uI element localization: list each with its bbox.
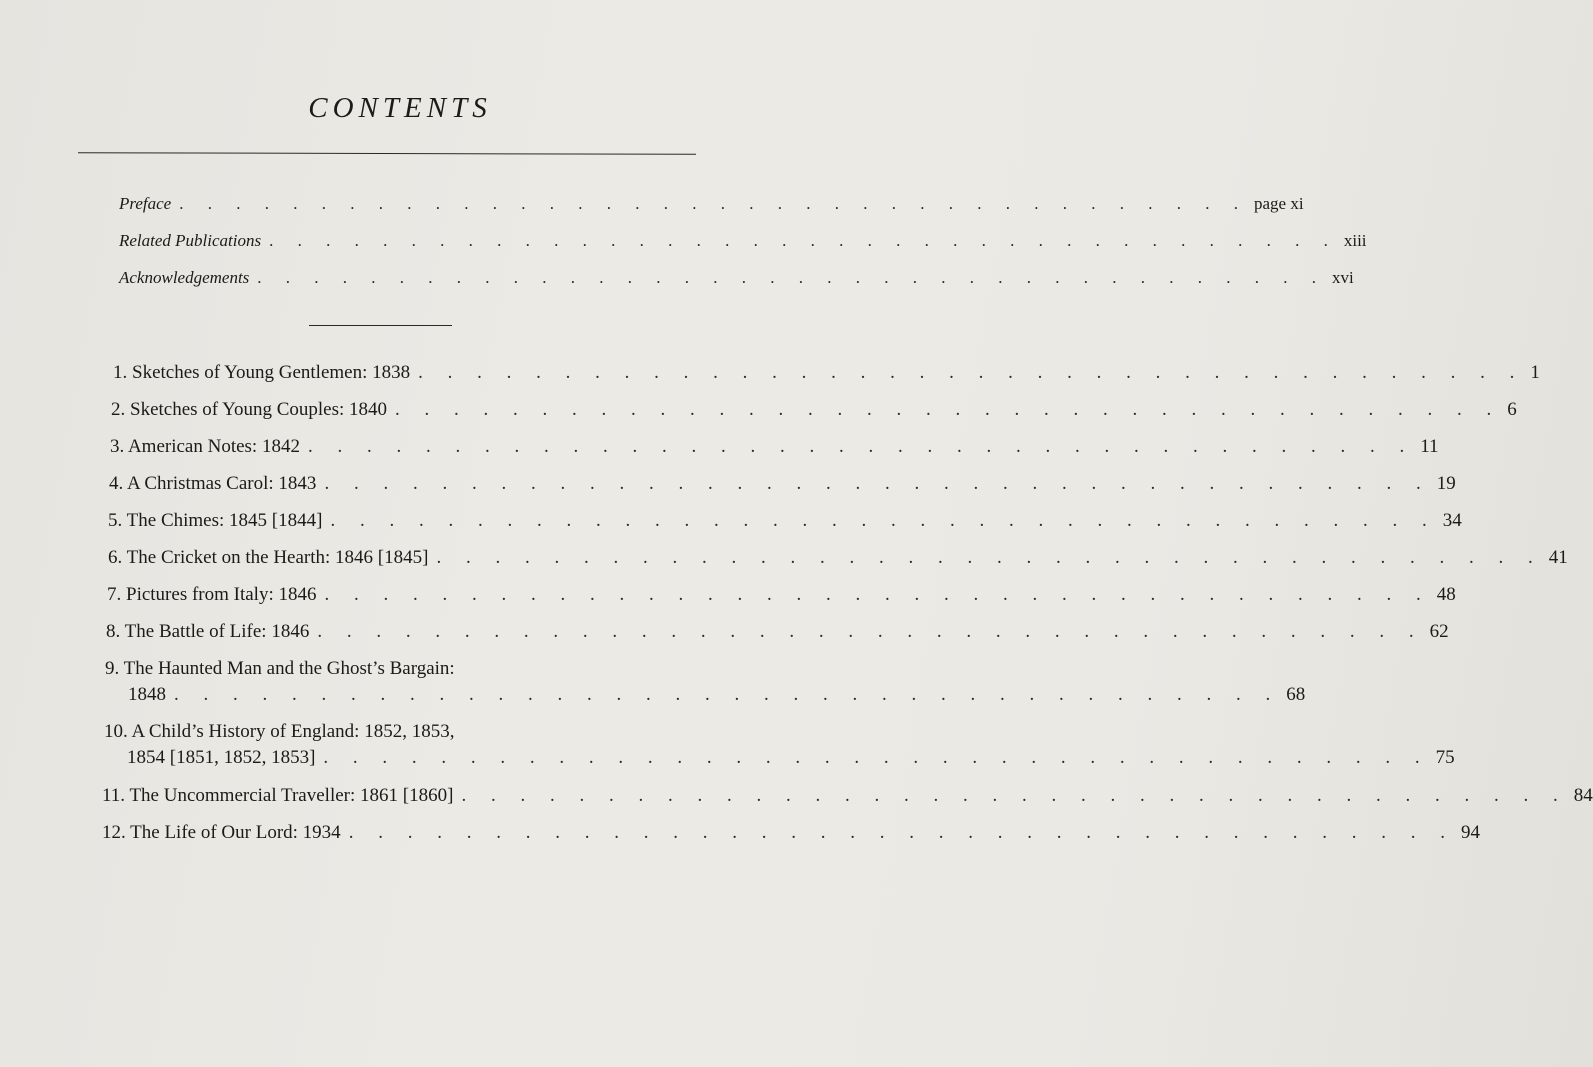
entry-page: 75 xyxy=(1435,747,1455,768)
entry-page: 34 xyxy=(1442,510,1462,531)
dot-leader: . . . . . . . . . . . . . . . . . . . . . . . . . . . . . . . . . . . . . . xyxy=(317,621,1424,642)
entry-title: Related Publications xyxy=(119,231,262,250)
entry-title: 11. The Uncommercial Traveller: 1861 [1860] xyxy=(102,785,454,806)
dot-leader: . . . . . . . . . . . . . . . . . . . . . . . . . . . . . . . . . . . . . . xyxy=(418,362,1525,383)
title-rule xyxy=(78,152,696,155)
entry-title-continued: 1854 [1851, 1852, 1853] xyxy=(127,747,316,768)
chapter-entry xyxy=(102,785,1593,807)
chapter-entry xyxy=(113,362,1540,384)
entry-title: 4. A Christmas Carol: 1843 xyxy=(109,473,317,494)
entry-page: 6 xyxy=(1507,399,1517,420)
entry-page: 94 xyxy=(1460,822,1480,843)
dot-leader: . . . . . . . . . . . . . . . . . . . . . . . . . . . . . . . . . . . . . . xyxy=(174,684,1281,705)
entry-page: 84 xyxy=(1573,785,1593,806)
entry-page: xvi xyxy=(1332,268,1354,287)
entry-title: 7. Pictures from Italy: 1846 xyxy=(107,584,317,605)
entry-page: 1 xyxy=(1530,362,1540,383)
front-matter-entry xyxy=(119,268,1354,288)
entry-page: xiii xyxy=(1343,231,1367,250)
dot-leader: . . . . . . . . . . . . . . . . . . . . . . . . . . . . . . . . . . . . . . xyxy=(323,747,1430,768)
dot-leader: . . . . . . . . . . . . . . . . . . . . . . . . . . . . . . . . . . . . . . xyxy=(179,194,1248,213)
section-divider xyxy=(309,325,452,326)
chapter-entry xyxy=(110,436,1439,458)
dot-leader: . . . . . . . . . . . . . . . . . . . . . . . . . . . . . . . . . . . . . . xyxy=(348,822,1455,843)
entry-title: 12. The Life of Our Lord: 1934 xyxy=(102,822,341,843)
chapter-entry xyxy=(102,822,1480,844)
entry-title-continued: 1848 xyxy=(128,684,166,705)
dot-leader: . . . . . . . . . . . . . . . . . . . . . . . . . . . . . . . . . . . . . . xyxy=(307,436,1415,457)
front-matter-entry xyxy=(119,231,1367,251)
entry-title: 6. The Cricket on the Hearth: 1846 [1845] xyxy=(108,547,429,568)
page-title: CONTENTS xyxy=(308,92,492,124)
chapter-entry xyxy=(108,510,1462,532)
dot-leader: . . . . . . . . . . . . . . . . . . . . . . . . . . . . . . . . . . . . . . xyxy=(257,268,1327,287)
entry-title: Acknowledgements xyxy=(119,268,250,287)
entry-title: 1. Sketches of Young Gentlemen: 1838 xyxy=(113,362,411,383)
entry-page: 48 xyxy=(1436,584,1456,605)
chapter-entry xyxy=(106,621,1449,643)
chapter-entry xyxy=(109,473,1456,495)
entry-page: 11 xyxy=(1420,436,1439,457)
chapter-entry xyxy=(108,547,1568,569)
entry-title: 5. The Chimes: 1845 [1844] xyxy=(108,510,323,531)
chapter-entry xyxy=(128,684,1306,706)
entry-title: 2. Sketches of Young Couples: 1840 xyxy=(111,399,388,420)
entry-page: 19 xyxy=(1436,473,1456,494)
entry-title: 10. A Child’s History of England: 1852, 1853, xyxy=(104,721,455,742)
entry-title: 8. The Battle of Life: 1846 xyxy=(106,621,310,642)
dot-leader: . . . . . . . . . . . . . . . . . . . . . . . . . . . . . . . . . . . . . . xyxy=(461,785,1568,806)
dot-leader: . . . . . . . . . . . . . . . . . . . . . . . . . . . . . . . . . . . . . . xyxy=(324,473,1431,494)
entry-page: 41 xyxy=(1548,547,1568,568)
dot-leader: . . . . . . . . . . . . . . . . . . . . . . . . . . . . . . . . . . . . . . xyxy=(395,399,1502,420)
dot-leader: . . . . . . . . . . . . . . . . . . . . . . . . . . . . . . . . . . . . . . xyxy=(436,547,1543,568)
entry-page: 68 xyxy=(1286,684,1306,705)
front-matter-entry xyxy=(119,194,1304,214)
entry-title: 3. American Notes: 1842 xyxy=(110,436,300,457)
chapter-entry xyxy=(111,399,1517,421)
dot-leader: . . . . . . . . . . . . . . . . . . . . . . . . . . . . . . . . . . . . . . xyxy=(330,510,1437,531)
entry-page: page xi xyxy=(1253,194,1304,213)
entry-title: 9. The Haunted Man and the Ghost’s Bargain: xyxy=(105,658,455,679)
entry-page: 62 xyxy=(1429,621,1449,642)
chapter-entry xyxy=(107,584,1456,606)
chapter-entry xyxy=(127,747,1455,769)
dot-leader: . . . . . . . . . . . . . . . . . . . . . . . . . . . . . . . . . . . . . . xyxy=(324,584,1431,605)
entry-title: Preface xyxy=(119,194,172,213)
dot-leader: . . . . . . . . . . . . . . . . . . . . . . . . . . . . . . . . . . . . . . xyxy=(269,231,1338,250)
